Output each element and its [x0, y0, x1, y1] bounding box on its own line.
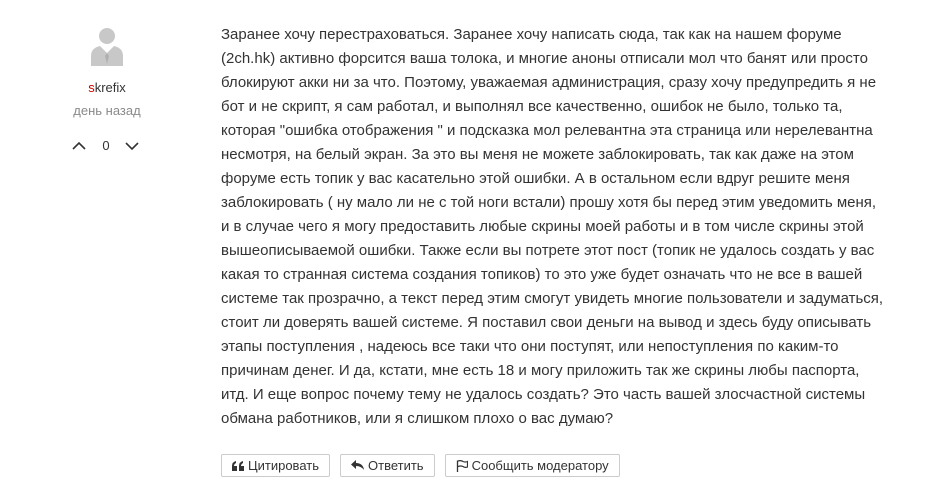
- reply-button[interactable]: [340, 454, 435, 477]
- post-time: день назад: [73, 103, 141, 118]
- post-body: Заранее хочу перестраховаться. Заранее хочу написать сюда, так как на нашем форуме (2ch.hk) активно форсится ваша толока, и многие аноны отписали мол что банят или просто блокируют акки ни за что. Поэтому, уважаемая администрация, сразу хочу предупредить я не бот и не скрипт, я сам работал, и выполнял все качественно, ошибок не было, только та, которая "ошибка отображения " и подсказка мол релевантна эта страница или нерелевантна несмотря, на белый экран. За это вы меня не можете заблокировать, так как даже на этом форуме есть топик у вас касательно этой ошибки. А в остальном если вдруг решите меня заблокировать ( ну мало ли не с той ноги встали) прошу хотя бы перед этим уведомить меня, и в случае чего я могу предоставить любые скрины моей работы и в том числе скрины этой вышеописываемой ошибки. Также если вы потрете этот пост (топик не удалось создать у вас какая то странная система создания топиков) то это уже будет означать что не все в вашей системе так прозрачно, а текст перед этим смогут увидеть многие пользователи и задуматься, стоит ли доверять вашей системе. Я поставил свои деньги на вывод и здесь буду описывать этапы поступления , надеюсь все таки что они поступят, или непоступления по каким-то причинам денег. И да, кстати, мне есть 18 и могу приложить так же скрины любы паспорта, итд. И еще вопрос почему тему не удалось создать? Это часть вашей злосчастной системы обмана работников, или я слишком плохо о вас думаю?: [221, 26, 884, 427]
- username-rest: krefix: [94, 80, 126, 95]
- chevron-down-icon[interactable]: [124, 139, 140, 153]
- chevron-up-icon[interactable]: [71, 139, 87, 153]
- post-author: [57, 26, 157, 119]
- reply-button-label: Ответить: [368, 458, 424, 473]
- quote-button[interactable]: [221, 454, 330, 477]
- default-user-avatar-icon[interactable]: [90, 26, 124, 66]
- vote-control: [71, 136, 141, 156]
- reply-arrow-icon: [351, 460, 364, 471]
- post-actions: [221, 454, 620, 479]
- vote-count: 0: [102, 138, 110, 153]
- quote-icon: [232, 461, 244, 471]
- report-button-label: Сообщить модератору: [471, 458, 609, 473]
- author-username[interactable]: [57, 79, 157, 96]
- quote-button-label: Цитировать: [248, 458, 319, 473]
- report-button[interactable]: [445, 454, 620, 477]
- username-first-letter: s: [88, 80, 95, 95]
- flag-icon: [456, 460, 468, 472]
